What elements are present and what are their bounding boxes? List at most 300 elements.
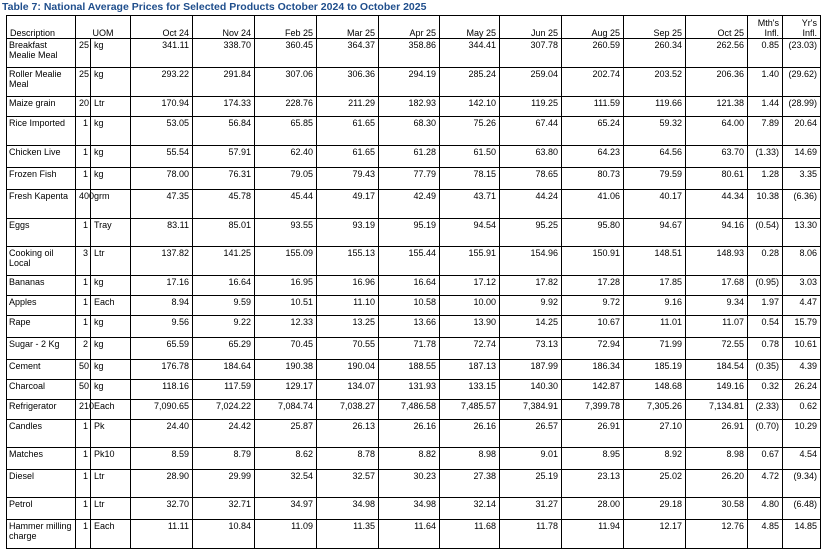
- price-cell: 9.34: [686, 296, 748, 316]
- price-cell: 10.67: [562, 316, 624, 338]
- col-header-month: Oct 24: [131, 16, 193, 39]
- price-cell: 203.52: [624, 68, 686, 97]
- table-title: Table 7: National Average Prices for Selected Products October 2024 to October 2025: [2, 1, 427, 13]
- price-cell: 182.93: [379, 97, 440, 117]
- monthly-inflation: 1.44: [748, 97, 783, 117]
- yearly-inflation: 14.69: [783, 146, 821, 168]
- price-cell: 111.59: [562, 97, 624, 117]
- product-description: Maize grain: [7, 97, 76, 117]
- price-cell: 8.59: [131, 448, 193, 470]
- table-row: [7, 276, 821, 296]
- price-cell: 94.54: [440, 219, 500, 247]
- table-row: [7, 39, 821, 68]
- product-description: Rice Imported: [7, 117, 76, 146]
- table-row: [7, 219, 821, 247]
- monthly-inflation: 1.97: [748, 296, 783, 316]
- price-cell: 260.34: [624, 39, 686, 68]
- monthly-inflation: 0.54: [748, 316, 783, 338]
- price-cell: 155.13: [317, 247, 379, 276]
- price-cell: 341.11: [131, 39, 193, 68]
- price-cell: 10.84: [193, 520, 255, 549]
- prices-table: [6, 15, 821, 549]
- price-cell: 79.59: [624, 168, 686, 190]
- col-header-month: Jun 25: [500, 16, 562, 39]
- product-description: Eggs: [7, 219, 76, 247]
- price-cell: 32.70: [131, 498, 193, 520]
- price-cell: 306.36: [317, 68, 379, 97]
- price-cell: 11.09: [255, 520, 317, 549]
- price-cell: 14.25: [500, 316, 562, 338]
- uom-quantity: 1: [76, 498, 91, 520]
- yearly-inflation: 10.29: [783, 420, 821, 448]
- price-cell: 11.35: [317, 520, 379, 549]
- price-cell: 62.40: [255, 146, 317, 168]
- uom-unit: kg: [91, 146, 131, 168]
- col-header-month: Aug 25: [562, 16, 624, 39]
- uom-quantity: 1: [76, 296, 91, 316]
- product-description: Frozen Fish: [7, 168, 76, 190]
- price-cell: 61.28: [379, 146, 440, 168]
- price-cell: 291.84: [193, 68, 255, 97]
- price-cell: 59.32: [624, 117, 686, 146]
- price-cell: 11.10: [317, 296, 379, 316]
- price-cell: 121.38: [686, 97, 748, 117]
- product-description: Hammer milling charge: [7, 520, 76, 549]
- product-description: Petrol: [7, 498, 76, 520]
- price-cell: 186.34: [562, 360, 624, 380]
- price-cell: 34.98: [379, 498, 440, 520]
- price-cell: 65.24: [562, 117, 624, 146]
- price-cell: 77.79: [379, 168, 440, 190]
- product-description: Refrigerator: [7, 400, 76, 420]
- price-cell: 94.16: [686, 219, 748, 247]
- price-cell: 131.93: [379, 380, 440, 400]
- monthly-inflation: (2.33): [748, 400, 783, 420]
- uom-unit: kg: [91, 338, 131, 360]
- price-cell: 65.29: [193, 338, 255, 360]
- price-cell: 9.16: [624, 296, 686, 316]
- price-cell: 71.78: [379, 338, 440, 360]
- table-row: [7, 168, 821, 190]
- price-cell: 358.86: [379, 39, 440, 68]
- price-cell: 56.84: [193, 117, 255, 146]
- price-cell: 94.67: [624, 219, 686, 247]
- uom-quantity: 50: [76, 360, 91, 380]
- price-cell: 55.54: [131, 146, 193, 168]
- price-cell: 190.38: [255, 360, 317, 380]
- yearly-inflation: (6.36): [783, 190, 821, 219]
- price-cell: 72.55: [686, 338, 748, 360]
- monthly-inflation: 0.67: [748, 448, 783, 470]
- price-cell: 188.55: [379, 360, 440, 380]
- price-cell: 8.78: [317, 448, 379, 470]
- monthly-inflation: 4.80: [748, 498, 783, 520]
- yearly-inflation: 26.24: [783, 380, 821, 400]
- table-row: [7, 338, 821, 360]
- price-cell: 184.64: [193, 360, 255, 380]
- price-cell: 43.71: [440, 190, 500, 219]
- yearly-inflation: (23.03): [783, 39, 821, 68]
- yearly-inflation: 0.62: [783, 400, 821, 420]
- yearly-inflation: 13.30: [783, 219, 821, 247]
- price-cell: 64.56: [624, 146, 686, 168]
- price-cell: 155.91: [440, 247, 500, 276]
- price-cell: 11.01: [624, 316, 686, 338]
- price-cell: 140.30: [500, 380, 562, 400]
- table-row: [7, 296, 821, 316]
- uom-quantity: 1: [76, 420, 91, 448]
- price-cell: 9.01: [500, 448, 562, 470]
- price-cell: 80.61: [686, 168, 748, 190]
- col-header-month: Nov 24: [193, 16, 255, 39]
- price-cell: 154.96: [500, 247, 562, 276]
- uom-quantity: 1: [76, 117, 91, 146]
- price-cell: 11.07: [686, 316, 748, 338]
- price-cell: 142.10: [440, 97, 500, 117]
- price-cell: 80.73: [562, 168, 624, 190]
- price-cell: 117.59: [193, 380, 255, 400]
- price-cell: 187.13: [440, 360, 500, 380]
- uom-quantity: 400: [76, 190, 91, 219]
- price-cell: 61.65: [317, 146, 379, 168]
- price-cell: 53.05: [131, 117, 193, 146]
- price-cell: 26.91: [562, 420, 624, 448]
- col-header-month: Mar 25: [317, 16, 379, 39]
- price-cell: 17.12: [440, 276, 500, 296]
- product-description: Roller Mealie Meal: [7, 68, 76, 97]
- price-cell: 26.16: [440, 420, 500, 448]
- table-row: [7, 247, 821, 276]
- uom-quantity: 1: [76, 448, 91, 470]
- uom-unit: Each: [91, 296, 131, 316]
- price-cell: 47.35: [131, 190, 193, 219]
- price-cell: 9.59: [193, 296, 255, 316]
- price-cell: 7,134.81: [686, 400, 748, 420]
- price-cell: 34.98: [317, 498, 379, 520]
- product-description: Chicken Live: [7, 146, 76, 168]
- product-description: Cement: [7, 360, 76, 380]
- price-cell: 34.97: [255, 498, 317, 520]
- uom-quantity: 1: [76, 520, 91, 549]
- price-cell: 7,024.22: [193, 400, 255, 420]
- price-cell: 64.00: [686, 117, 748, 146]
- price-cell: 211.29: [317, 97, 379, 117]
- price-cell: 30.58: [686, 498, 748, 520]
- price-cell: 12.33: [255, 316, 317, 338]
- price-cell: 27.10: [624, 420, 686, 448]
- price-cell: 185.19: [624, 360, 686, 380]
- uom-unit: kg: [91, 360, 131, 380]
- yearly-inflation: 4.54: [783, 448, 821, 470]
- yearly-inflation: 20.64: [783, 117, 821, 146]
- monthly-inflation: (0.70): [748, 420, 783, 448]
- yearly-inflation: (6.48): [783, 498, 821, 520]
- price-cell: 360.45: [255, 39, 317, 68]
- price-cell: 134.07: [317, 380, 379, 400]
- price-cell: 65.59: [131, 338, 193, 360]
- uom-unit: Tray: [91, 219, 131, 247]
- yearly-inflation: 4.39: [783, 360, 821, 380]
- table-row: [7, 316, 821, 338]
- price-cell: 118.16: [131, 380, 193, 400]
- price-cell: 27.38: [440, 470, 500, 498]
- yearly-inflation: 4.47: [783, 296, 821, 316]
- price-cell: 26.20: [686, 470, 748, 498]
- price-cell: 150.91: [562, 247, 624, 276]
- price-cell: 32.54: [255, 470, 317, 498]
- product-description: Matches: [7, 448, 76, 470]
- price-cell: 285.24: [440, 68, 500, 97]
- uom-unit: kg: [91, 39, 131, 68]
- price-cell: 119.66: [624, 97, 686, 117]
- uom-quantity: 1: [76, 470, 91, 498]
- price-cell: 76.31: [193, 168, 255, 190]
- price-cell: 155.44: [379, 247, 440, 276]
- price-cell: 364.37: [317, 39, 379, 68]
- uom-quantity: 1: [76, 219, 91, 247]
- table-row: [7, 470, 821, 498]
- price-cell: 170.94: [131, 97, 193, 117]
- price-cell: 26.16: [379, 420, 440, 448]
- price-cell: 149.16: [686, 380, 748, 400]
- price-cell: 25.87: [255, 420, 317, 448]
- price-cell: 16.95: [255, 276, 317, 296]
- price-cell: 8.98: [686, 448, 748, 470]
- price-cell: 24.40: [131, 420, 193, 448]
- price-cell: 95.19: [379, 219, 440, 247]
- price-cell: 129.17: [255, 380, 317, 400]
- price-cell: 7,305.26: [624, 400, 686, 420]
- price-cell: 184.54: [686, 360, 748, 380]
- yearly-inflation: 3.35: [783, 168, 821, 190]
- monthly-inflation: 0.28: [748, 247, 783, 276]
- price-cell: 8.62: [255, 448, 317, 470]
- price-cell: 11.94: [562, 520, 624, 549]
- monthly-inflation: (1.33): [748, 146, 783, 168]
- price-cell: 259.04: [500, 68, 562, 97]
- col-header-description: Description: [7, 16, 76, 39]
- table-row: [7, 380, 821, 400]
- product-description: Sugar - 2 Kg: [7, 338, 76, 360]
- product-description: Breakfast Mealie Meal: [7, 39, 76, 68]
- table-row: [7, 448, 821, 470]
- price-cell: 65.85: [255, 117, 317, 146]
- header-row: [7, 16, 821, 39]
- price-cell: 148.68: [624, 380, 686, 400]
- price-cell: 190.04: [317, 360, 379, 380]
- uom-unit: grm: [91, 190, 131, 219]
- yearly-inflation: 15.79: [783, 316, 821, 338]
- uom-unit: Each: [91, 520, 131, 549]
- price-cell: 187.99: [500, 360, 562, 380]
- table-row: [7, 117, 821, 146]
- uom-quantity: 1: [76, 168, 91, 190]
- price-cell: 23.13: [562, 470, 624, 498]
- price-cell: 9.72: [562, 296, 624, 316]
- uom-quantity: 1: [76, 276, 91, 296]
- product-description: Charcoal: [7, 380, 76, 400]
- price-cell: 8.79: [193, 448, 255, 470]
- price-cell: 61.65: [317, 117, 379, 146]
- price-cell: 85.01: [193, 219, 255, 247]
- yearly-inflation: 14.85: [783, 520, 821, 549]
- price-cell: 9.56: [131, 316, 193, 338]
- price-cell: 7,384.91: [500, 400, 562, 420]
- table-row: [7, 97, 821, 117]
- col-header-month: Feb 25: [255, 16, 317, 39]
- price-cell: 70.55: [317, 338, 379, 360]
- uom-unit: Pk10: [91, 448, 131, 470]
- monthly-inflation: 0.85: [748, 39, 783, 68]
- uom-quantity: 20: [76, 97, 91, 117]
- uom-unit: Ltr: [91, 498, 131, 520]
- uom-unit: kg: [91, 316, 131, 338]
- price-cell: 10.58: [379, 296, 440, 316]
- price-cell: 93.55: [255, 219, 317, 247]
- price-cell: 17.16: [131, 276, 193, 296]
- yearly-inflation: 3.03: [783, 276, 821, 296]
- product-description: Diesel: [7, 470, 76, 498]
- price-cell: 9.22: [193, 316, 255, 338]
- uom-unit: Ltr: [91, 470, 131, 498]
- monthly-inflation: 4.85: [748, 520, 783, 549]
- monthly-inflation: 4.72: [748, 470, 783, 498]
- price-cell: 142.87: [562, 380, 624, 400]
- price-cell: 8.98: [440, 448, 500, 470]
- uom-quantity: 210: [76, 400, 91, 420]
- price-cell: 133.15: [440, 380, 500, 400]
- price-cell: 78.65: [500, 168, 562, 190]
- price-cell: 307.78: [500, 39, 562, 68]
- price-cell: 141.25: [193, 247, 255, 276]
- yearly-inflation: 8.06: [783, 247, 821, 276]
- price-cell: 260.59: [562, 39, 624, 68]
- price-cell: 7,038.27: [317, 400, 379, 420]
- table-row: [7, 360, 821, 380]
- price-cell: 11.11: [131, 520, 193, 549]
- price-cell: 95.80: [562, 219, 624, 247]
- price-cell: 24.42: [193, 420, 255, 448]
- uom-quantity: 25: [76, 68, 91, 97]
- price-cell: 49.17: [317, 190, 379, 219]
- price-cell: 25.19: [500, 470, 562, 498]
- uom-quantity: 2: [76, 338, 91, 360]
- price-cell: 344.41: [440, 39, 500, 68]
- uom-quantity: 1: [76, 316, 91, 338]
- uom-quantity: 3: [76, 247, 91, 276]
- price-cell: 8.82: [379, 448, 440, 470]
- col-header-uom: UOM: [76, 16, 131, 39]
- uom-quantity: 50: [76, 380, 91, 400]
- price-cell: 10.00: [440, 296, 500, 316]
- price-cell: 57.91: [193, 146, 255, 168]
- price-cell: 93.19: [317, 219, 379, 247]
- table-row: [7, 68, 821, 97]
- price-cell: 31.27: [500, 498, 562, 520]
- uom-quantity: 25: [76, 39, 91, 68]
- price-cell: 11.68: [440, 520, 500, 549]
- price-cell: 26.13: [317, 420, 379, 448]
- price-cell: 29.99: [193, 470, 255, 498]
- yearly-inflation: (28.99): [783, 97, 821, 117]
- uom-unit: Each: [91, 400, 131, 420]
- table-row: [7, 190, 821, 219]
- price-cell: 12.17: [624, 520, 686, 549]
- price-cell: 30.23: [379, 470, 440, 498]
- product-description: Bananas: [7, 276, 76, 296]
- price-cell: 45.78: [193, 190, 255, 219]
- price-cell: 32.57: [317, 470, 379, 498]
- price-cell: 8.94: [131, 296, 193, 316]
- monthly-inflation: 0.78: [748, 338, 783, 360]
- price-cell: 12.76: [686, 520, 748, 549]
- price-cell: 28.90: [131, 470, 193, 498]
- price-cell: 72.94: [562, 338, 624, 360]
- price-cell: 338.70: [193, 39, 255, 68]
- product-description: Cooking oil Local: [7, 247, 76, 276]
- col-header-mth-infl: Mth's Infl.: [748, 16, 783, 39]
- price-cell: 148.93: [686, 247, 748, 276]
- price-cell: 202.74: [562, 68, 624, 97]
- price-cell: 17.85: [624, 276, 686, 296]
- price-cell: 25.02: [624, 470, 686, 498]
- table-row: [7, 420, 821, 448]
- monthly-inflation: 0.32: [748, 380, 783, 400]
- price-cell: 307.06: [255, 68, 317, 97]
- uom-unit: kg: [91, 380, 131, 400]
- price-cell: 7,084.74: [255, 400, 317, 420]
- price-cell: 174.33: [193, 97, 255, 117]
- price-cell: 28.00: [562, 498, 624, 520]
- table-row: [7, 498, 821, 520]
- uom-unit: kg: [91, 117, 131, 146]
- price-cell: 7,485.57: [440, 400, 500, 420]
- monthly-inflation: (0.95): [748, 276, 783, 296]
- price-cell: 119.25: [500, 97, 562, 117]
- price-cell: 32.71: [193, 498, 255, 520]
- price-cell: 83.11: [131, 219, 193, 247]
- product-description: Rape: [7, 316, 76, 338]
- table-body: [7, 39, 821, 549]
- price-cell: 11.64: [379, 520, 440, 549]
- monthly-inflation: 1.40: [748, 68, 783, 97]
- uom-unit: kg: [91, 68, 131, 97]
- price-cell: 148.51: [624, 247, 686, 276]
- uom-unit: Pk: [91, 420, 131, 448]
- price-cell: 262.56: [686, 39, 748, 68]
- price-cell: 42.49: [379, 190, 440, 219]
- price-cell: 9.92: [500, 296, 562, 316]
- price-cell: 79.43: [317, 168, 379, 190]
- price-cell: 206.36: [686, 68, 748, 97]
- price-cell: 17.82: [500, 276, 562, 296]
- price-cell: 11.78: [500, 520, 562, 549]
- col-header-month: Sep 25: [624, 16, 686, 39]
- price-cell: 78.15: [440, 168, 500, 190]
- price-cell: 26.57: [500, 420, 562, 448]
- price-cell: 45.44: [255, 190, 317, 219]
- price-cell: 7,090.65: [131, 400, 193, 420]
- col-header-month: Oct 25: [686, 16, 748, 39]
- price-cell: 29.18: [624, 498, 686, 520]
- price-cell: 44.24: [500, 190, 562, 219]
- price-cell: 72.74: [440, 338, 500, 360]
- table-row: [7, 146, 821, 168]
- monthly-inflation: (0.35): [748, 360, 783, 380]
- price-cell: 13.66: [379, 316, 440, 338]
- monthly-inflation: 10.38: [748, 190, 783, 219]
- price-cell: 228.76: [255, 97, 317, 117]
